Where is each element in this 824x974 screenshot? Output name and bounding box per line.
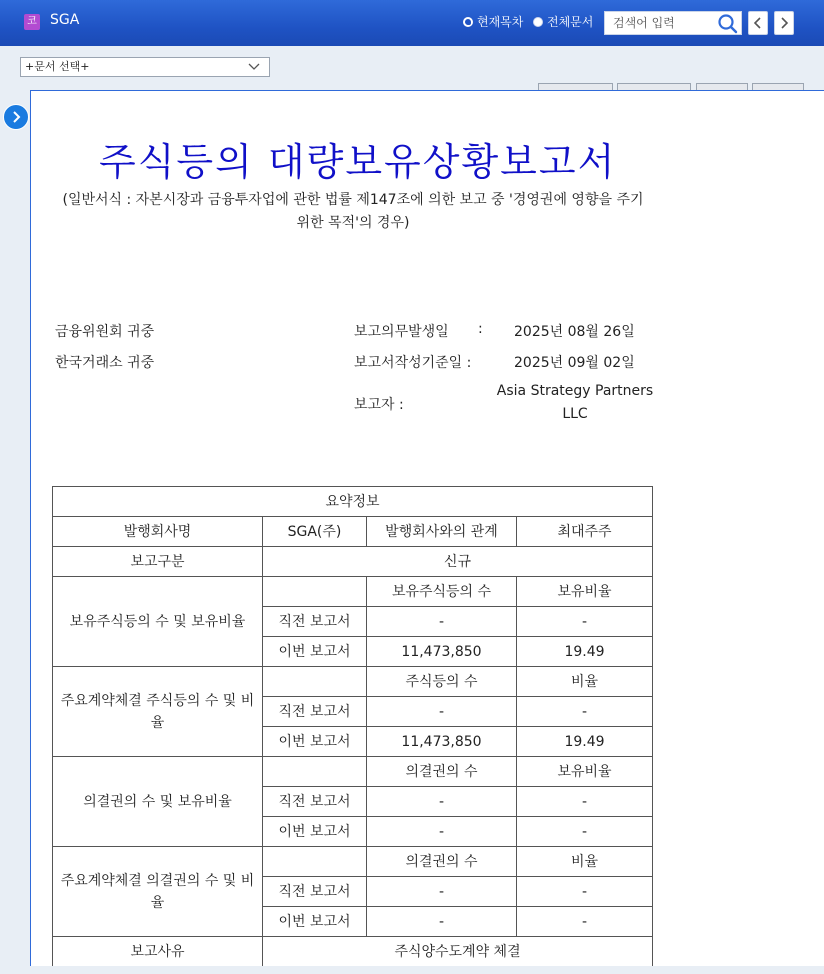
- table-cell: -: [367, 877, 517, 907]
- group-label: 주요계약체결 주식등의 수 및 비율: [53, 667, 263, 757]
- table-cell: 11,473,850: [367, 727, 517, 757]
- table-cell: 19.49: [517, 727, 653, 757]
- table-cell: -: [517, 817, 653, 847]
- reporter-label: 보고자 :: [354, 397, 404, 413]
- table-cell: -: [517, 907, 653, 937]
- reason-label: 보고사유: [53, 937, 263, 967]
- report-type-label: 보고구분: [53, 547, 263, 577]
- row-label-prev: 직전 보고서: [263, 787, 367, 817]
- table-cell-empty: [263, 847, 367, 877]
- sidebar-toggle-button[interactable]: [3, 104, 29, 130]
- table-cell: -: [517, 787, 653, 817]
- table-cell: -: [517, 607, 653, 637]
- group-label: 의결권의 수 및 보유비율: [53, 757, 263, 847]
- table-cell: 11,473,850: [367, 637, 517, 667]
- report-date-separator: :: [478, 321, 483, 337]
- table-row: [53, 937, 653, 967]
- table-row: [53, 667, 653, 697]
- radio-current-toc[interactable]: [463, 13, 523, 30]
- row-label-curr: 이번 보고서: [263, 727, 367, 757]
- chevron-right-icon: [4, 105, 28, 129]
- search-icon: [716, 12, 740, 34]
- table-cell: -: [367, 607, 517, 637]
- radio-selected-icon[interactable]: [463, 17, 473, 27]
- relation-value: 최대주주: [517, 517, 653, 547]
- chevron-right-icon: [775, 12, 793, 34]
- document-select-value: +문서 선택+: [25, 60, 90, 73]
- chevron-left-icon: [749, 12, 767, 34]
- table-row: [53, 487, 653, 517]
- table-cell: -: [367, 817, 517, 847]
- report-date-label: 보고의무발생일: [354, 324, 449, 340]
- prev-button[interactable]: [748, 11, 768, 35]
- row-label-curr: 이번 보고서: [263, 907, 367, 937]
- radio-all-label: 전체문서: [547, 15, 594, 29]
- top-bar: [0, 0, 824, 46]
- table-row: [53, 517, 653, 547]
- base-date-label: 보고서작성기준일 :: [354, 355, 472, 371]
- app-logo-icon: 코: [24, 14, 40, 30]
- row-label-prev: 직전 보고서: [263, 697, 367, 727]
- table-cell-empty: [263, 757, 367, 787]
- table-cell: -: [367, 697, 517, 727]
- column-header: 보유주식등의 수: [367, 577, 517, 607]
- table-row: [53, 577, 653, 607]
- table-cell: -: [517, 697, 653, 727]
- document-subtitle: (일반서식 : 자본시장과 금융투자업에 관한 법률 제147조에 의한 보고 중 '경영권에 영향을 주기 위한 목적'의 경우): [62, 192, 644, 231]
- column-header: 의결권의 수: [367, 757, 517, 787]
- search-button[interactable]: [716, 12, 740, 34]
- chevron-down-icon: [247, 61, 261, 73]
- table-cell-empty: [263, 667, 367, 697]
- table-cell-empty: [263, 577, 367, 607]
- radio-unselected-icon[interactable]: [533, 17, 543, 27]
- table-cell: -: [367, 787, 517, 817]
- reporter-name: Asia Strategy Partners LLC: [496, 383, 654, 422]
- table-cell: -: [367, 907, 517, 937]
- row-label-curr: 이번 보고서: [263, 817, 367, 847]
- row-label-prev: 직전 보고서: [263, 877, 367, 907]
- next-button[interactable]: [774, 11, 794, 35]
- issuer-value: SGA(주): [263, 517, 367, 547]
- reason-value: 주식양수도계약 체결: [263, 937, 653, 967]
- row-label-curr: 이번 보고서: [263, 637, 367, 667]
- group-label: 보유주식등의 수 및 보유비율: [53, 577, 263, 667]
- app-title: SGA: [50, 12, 80, 28]
- radio-all-docs[interactable]: [533, 13, 593, 30]
- row-label-prev: 직전 보고서: [263, 607, 367, 637]
- recipient-fsc: 금융위원회 귀중: [55, 324, 155, 340]
- recipient-krx: 한국거래소 귀중: [55, 355, 155, 371]
- table-cell: -: [517, 877, 653, 907]
- summary-title: 요약정보: [53, 487, 653, 517]
- base-date: 2025년 09월 02일: [514, 355, 635, 371]
- report-type-value: 신규: [263, 547, 653, 577]
- document-title: 주식등의 대량보유상황보고서: [99, 140, 617, 184]
- report-date: 2025년 08월 26일: [514, 324, 635, 340]
- radio-current-label: 현재목차: [477, 15, 524, 29]
- table-cell: 19.49: [517, 637, 653, 667]
- table-row: [53, 547, 653, 577]
- group-label: 주요계약체결 의결권의 수 및 비율: [53, 847, 263, 937]
- document-viewer: [30, 90, 824, 966]
- column-header: 보유비율: [517, 577, 653, 607]
- document-select[interactable]: [20, 57, 270, 77]
- column-header: 보유비율: [517, 757, 653, 787]
- table-row: [53, 757, 653, 787]
- column-header: 비율: [517, 847, 653, 877]
- table-row: [53, 847, 653, 877]
- search-placeholder: 검색어 입력: [613, 16, 675, 30]
- column-header: 의결권의 수: [367, 847, 517, 877]
- relation-label: 발행회사와의 관계: [367, 517, 517, 547]
- column-header: 비율: [517, 667, 653, 697]
- column-header: 주식등의 수: [367, 667, 517, 697]
- summary-table: [52, 486, 653, 966]
- issuer-label: 발행회사명: [53, 517, 263, 547]
